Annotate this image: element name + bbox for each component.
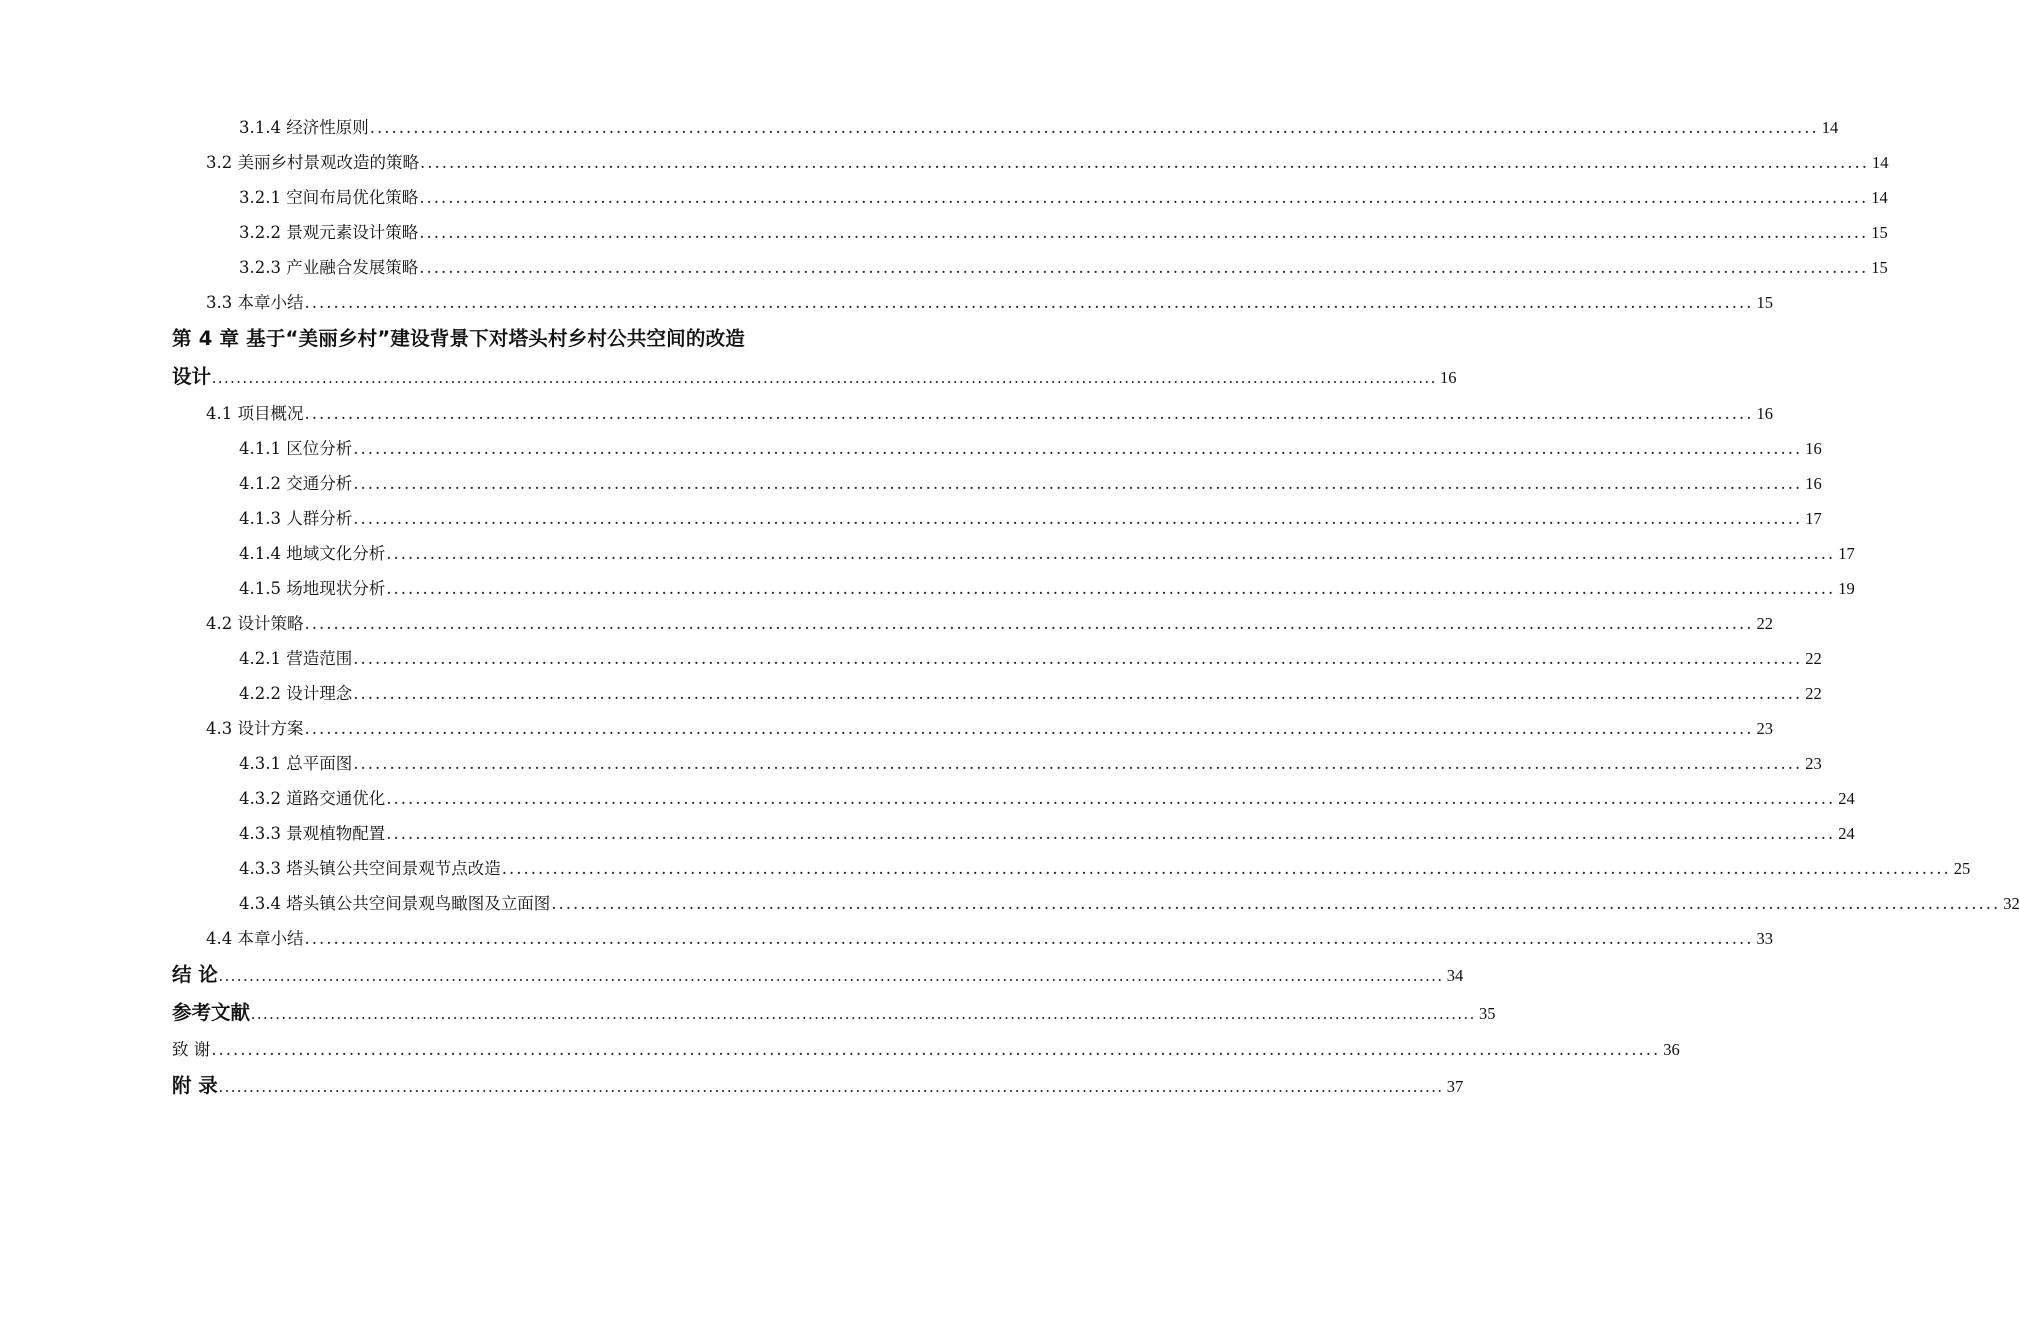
- toc-entry-page: 25: [1953, 859, 1971, 878]
- toc-entry-3-2[interactable]: [172, 145, 1889, 180]
- dot-leader: ........................................................................................................................................................................................................: [211, 1040, 1661, 1059]
- toc-entry-3-2-3[interactable]: [172, 250, 1888, 285]
- toc-entry-4-3[interactable]: [172, 711, 1773, 746]
- toc-entry-4-1-3[interactable]: [172, 501, 1822, 536]
- toc-entry-4-1[interactable]: [172, 396, 1773, 431]
- dot-leader: ........................................................................................................................................................................................................: [419, 258, 1869, 277]
- dot-leader: ........................................................................................................................................................................................................: [304, 719, 1754, 738]
- dot-leader: ........................................................................................................................................................................................................: [386, 579, 1836, 598]
- toc-entry-page: 19: [1838, 579, 1855, 598]
- dot-leader: ........................................................................................................................................................................................................: [353, 509, 1803, 528]
- toc-entry-3-3[interactable]: [172, 285, 1773, 320]
- toc-entry-references[interactable]: [172, 994, 1496, 1032]
- toc-entry-page: 16: [1756, 404, 1773, 423]
- toc-entry-3-2-2[interactable]: [172, 215, 1888, 250]
- toc-entry-4-2-1[interactable]: [172, 641, 1822, 676]
- toc-entry-page: 32: [2003, 894, 2020, 913]
- toc-entry-page: 17: [1805, 509, 1822, 528]
- dot-leader: ........................................................................................................................................................................................................: [551, 894, 2001, 913]
- toc-entry-page: 15: [1756, 293, 1773, 312]
- toc-entry-title: 结 论: [172, 963, 218, 986]
- toc-entry-title: 3.2 美丽乡村景观改造的策略: [206, 153, 419, 172]
- toc-entry-title: 3.2.2 景观元素设计策略: [239, 223, 419, 242]
- toc-entry-page: 16: [1805, 439, 1822, 458]
- toc-entry-page: 22: [1805, 684, 1822, 703]
- toc-entry-page: 33: [1756, 929, 1773, 948]
- toc-entry-page: 17: [1838, 544, 1855, 563]
- dot-leader: ........................................................................................................................................................................................................: [353, 754, 1803, 773]
- toc-entry-4-3-3-b[interactable]: [172, 851, 1971, 886]
- toc-entry-page: 14: [1871, 153, 1889, 172]
- dot-leader: ........................................................................................................................................................................................................: [304, 293, 1754, 312]
- toc-entry-4-1-1[interactable]: [172, 431, 1822, 466]
- toc-entry-title: 4.2.2 设计理念: [239, 684, 353, 703]
- toc-entry-page: 23: [1756, 719, 1773, 738]
- toc-entry-title: 4.3.3 塔头镇公共空间景观节点改造: [239, 859, 501, 878]
- dot-leader: ........................................................................................................................................................................................................: [501, 859, 1951, 878]
- toc-entry-title: 3.2.1 空间布局优化策略: [239, 188, 419, 207]
- toc-entry-title: 4.1.3 人群分析: [239, 509, 353, 528]
- toc-entry-page: 35: [1479, 1004, 1496, 1023]
- toc-entry-title: 致 谢: [172, 1040, 211, 1059]
- toc-entry-title: 4.2 设计策略: [206, 614, 304, 633]
- dot-leader: ........................................................................................................................................................................................................: [353, 684, 1803, 703]
- dot-leader: ........................................................................................................................................................................................................: [304, 404, 1754, 423]
- toc-entry-page: 14: [1871, 188, 1888, 207]
- dot-leader: ........................................................................................................................................................................................................: [212, 368, 1438, 387]
- toc-entry-appendix[interactable]: [172, 1067, 1464, 1105]
- toc-entry-page: 34: [1446, 966, 1464, 985]
- dot-leader: ........................................................................................................................................................................................................: [304, 929, 1754, 948]
- toc-entry-conclusion[interactable]: [172, 956, 1464, 994]
- toc-entry-4-3-4[interactable]: [172, 886, 2020, 921]
- dot-leader: ........................................................................................................................................................................................................: [419, 188, 1869, 207]
- dot-leader: ........................................................................................................................................................................................................: [304, 614, 1754, 633]
- toc-entry-page: 15: [1871, 223, 1888, 242]
- dot-leader: ........................................................................................................................................................................................................: [419, 223, 1869, 242]
- toc-entry-title: 4.3.2 道路交通优化: [239, 789, 386, 808]
- toc-entry-title: 4.3.3 景观植物配置: [239, 824, 386, 843]
- dot-leader: ........................................................................................................................................................................................................: [218, 1077, 1444, 1096]
- toc-entry-page: 15: [1871, 258, 1888, 277]
- table-of-contents: [172, 110, 2020, 1105]
- toc-entry-page: 24: [1838, 789, 1855, 808]
- dot-leader: ........................................................................................................................................................................................................: [386, 824, 1836, 843]
- dot-leader: ........................................................................................................................................................................................................: [353, 649, 1803, 668]
- toc-entry-4-1-4[interactable]: [172, 536, 1855, 571]
- toc-entry-title: 4.1.5 场地现状分析: [239, 579, 386, 598]
- toc-entry-page: 16: [1440, 368, 1457, 387]
- dot-leader: ........................................................................................................................................................................................................: [218, 966, 1444, 985]
- dot-leader: ........................................................................................................................................................................................................: [420, 153, 1869, 172]
- toc-entry-title: 3.1.4 经济性原则: [239, 118, 369, 137]
- toc-entry-title: 设计: [172, 365, 212, 388]
- dot-leader: ........................................................................................................................................................................................................: [353, 474, 1803, 493]
- toc-entry-4-2-2[interactable]: [172, 676, 1822, 711]
- toc-entry-page: 14: [1821, 118, 1839, 137]
- toc-entry-4-3-2[interactable]: [172, 781, 1855, 816]
- toc-entry-title: 3.2.3 产业融合发展策略: [239, 258, 419, 277]
- dot-leader: ........................................................................................................................................................................................................: [369, 118, 1819, 137]
- toc-entry-title: 4.1.2 交通分析: [239, 474, 353, 493]
- toc-entry-4-1-5[interactable]: [172, 571, 1855, 606]
- toc-entry-page: 23: [1805, 754, 1822, 773]
- toc-chapter-4-title[interactable]: 第 4 章 基于“美丽乡村”建设背景下对塔头村乡村公共空间的改造: [172, 327, 745, 350]
- toc-entry-title: 4.1 项目概况: [206, 404, 304, 423]
- toc-entry-title: 参考文献: [172, 1001, 251, 1024]
- toc-entry-acknowledgements[interactable]: [172, 1032, 1680, 1067]
- toc-entry-title: 4.1.1 区位分析: [239, 439, 353, 458]
- toc-entry-title: 4.4 本章小结: [206, 929, 304, 948]
- toc-entry-title: 4.3.1 总平面图: [239, 754, 353, 773]
- toc-entry-page: 36: [1663, 1040, 1680, 1059]
- toc-entry-title: 4.3 设计方案: [206, 719, 304, 738]
- toc-entry-title: 3.3 本章小结: [206, 293, 304, 312]
- toc-chapter-4[interactable]: [172, 358, 1457, 396]
- toc-entry-page: 22: [1805, 649, 1822, 668]
- toc-entry-3-2-1[interactable]: [172, 180, 1888, 215]
- toc-entry-page: 24: [1838, 824, 1855, 843]
- toc-entry-4-2[interactable]: [172, 606, 1773, 641]
- toc-entry-4-3-3-a[interactable]: [172, 816, 1855, 851]
- dot-leader: ........................................................................................................................................................................................................: [386, 544, 1836, 563]
- dot-leader: ........................................................................................................................................................................................................: [386, 789, 1836, 808]
- toc-entry-4-3-1[interactable]: [172, 746, 1822, 781]
- toc-entry-4-1-2[interactable]: [172, 466, 1822, 501]
- dot-leader: ........................................................................................................................................................................................................: [251, 1004, 1477, 1023]
- toc-entry-title: 附 录: [172, 1074, 218, 1097]
- toc-entry-title: 4.2.1 营造范围: [239, 649, 353, 668]
- dot-leader: ........................................................................................................................................................................................................: [353, 439, 1803, 458]
- toc-entry-3-1-4[interactable]: [172, 110, 1839, 145]
- toc-entry-title: 4.1.4 地域文化分析: [239, 544, 386, 563]
- toc-entry-page: 22: [1756, 614, 1773, 633]
- toc-entry-4-4[interactable]: [172, 921, 1773, 956]
- toc-entry-page: 16: [1805, 474, 1822, 493]
- toc-entry-title: 4.3.4 塔头镇公共空间景观鸟瞰图及立面图: [239, 894, 551, 913]
- toc-entry-page: 37: [1446, 1077, 1464, 1096]
